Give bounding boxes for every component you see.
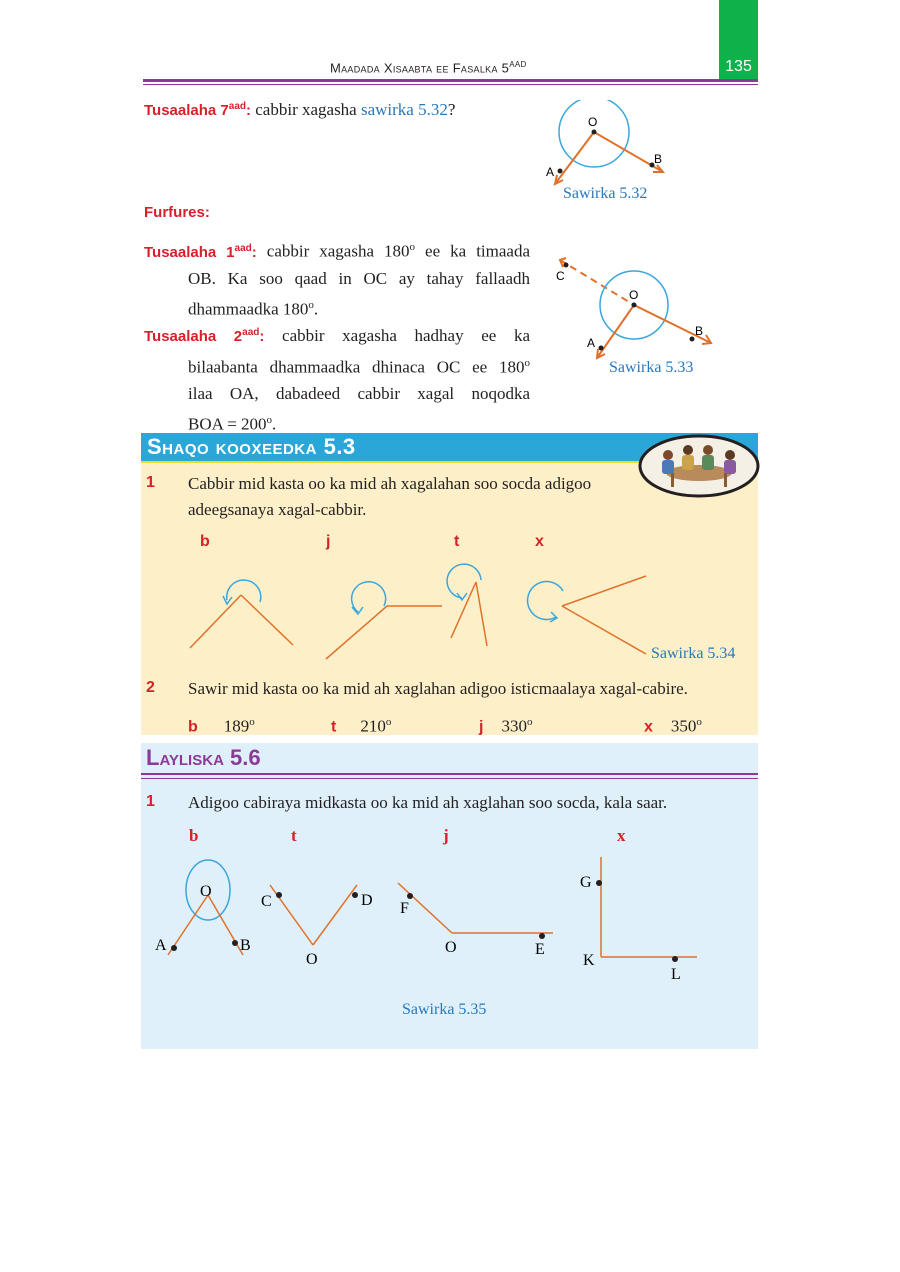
label-b: B (240, 937, 251, 954)
figure-5-34 (180, 560, 660, 670)
group-angle-t: t 210$^o$ (331, 716, 392, 736)
figure-caption-5-33: Sawirka 5.33 (609, 359, 694, 376)
group-q2-text: Sawir mid kasta oo ka mid ah xaglahan adigoo isticmaalaya xagal-cabire. (188, 679, 688, 698)
exercise-rule (141, 773, 758, 775)
angle-b (190, 580, 293, 648)
label-f: F (400, 900, 409, 917)
figure-caption-5-34: Sawirka 5.34 (651, 645, 736, 662)
group-q1-text: Cabbir mid kasta oo ka mid ah xagalahan soo socda adigoo adeegsanaya xagal-cabbir. (188, 474, 592, 519)
label-a: A (155, 937, 167, 954)
figure-reference-link[interactable]: sawirka 5.32 (360, 100, 448, 119)
exercise-letter-b: b (189, 826, 199, 845)
ray-oa (597, 305, 634, 358)
figure-caption-5-32: Sawirka 5.32 (563, 185, 648, 202)
exercise-letter-t: t (291, 826, 297, 845)
label-l: L (671, 966, 681, 983)
angle-j (326, 582, 442, 659)
point-o (632, 303, 637, 308)
label-c: C (556, 269, 565, 283)
label-o: O (588, 115, 598, 129)
label-a: A (546, 165, 555, 179)
angle-aob (155, 860, 251, 955)
angle-gkl (580, 857, 697, 983)
group-letter-x: x (535, 533, 544, 550)
label-o: O (306, 951, 318, 968)
figure-5-33 (550, 255, 720, 365)
example-question: Tusaalaha $7^{aad}$: cabbir xagasha sawirka 5.32? (144, 100, 456, 119)
exercise-title: Layliska 5.6 (146, 745, 261, 770)
point-a (558, 169, 563, 174)
label-g: G (580, 874, 592, 891)
label-e: E (535, 941, 545, 958)
header-rule-thin (143, 84, 758, 85)
group-q1-number: 1 (146, 474, 155, 491)
group-angle-x: x 350$^o$ (644, 716, 702, 736)
point-b (690, 337, 695, 342)
label-k: K (583, 952, 595, 969)
point-o (592, 130, 597, 135)
solution-item-1: Tusaalaha $1^{aad}$: cabbir xagasha 180$^o$ ee ka timaada OB. Ka soo qaad in OC ay tahay fallaadh dhammaadka 180$^o$. (144, 241, 530, 319)
label-a: A (587, 336, 596, 350)
group-work-illustration (638, 433, 762, 499)
exercise-rule-thin (141, 778, 758, 779)
angle-x (528, 576, 646, 654)
label-b: B (695, 324, 704, 338)
exercise-q1-text: Adigoo cabiraya midkasta oo ka mid ah xaglahan soo socda, kala saar. (188, 793, 668, 812)
label-o: O (200, 883, 212, 900)
angle-t (447, 564, 487, 646)
label-o: O (629, 288, 639, 302)
group-work-title: Shaqo kooxeedka 5.3 (147, 434, 356, 459)
exercise-q1-number: 1 (146, 793, 155, 810)
group-angle-j: j 330$^o$ (479, 716, 533, 736)
ray-oc-dashed (560, 260, 634, 305)
group-letter-t: t (454, 533, 460, 550)
group-q2-number: 2 (146, 679, 155, 696)
group-letter-b: b (200, 533, 210, 550)
label-b: B (654, 152, 663, 166)
exercise-letter-j: j (443, 826, 449, 845)
figure-5-35 (150, 850, 710, 990)
label-c: C (261, 893, 272, 910)
running-head: Maadada Xisaabta ee Fasalka $5^{AAD}$ (330, 60, 527, 76)
point-c (564, 263, 569, 268)
point-a (599, 346, 604, 351)
label-o: O (445, 939, 457, 956)
exercise-letter-x: x (617, 826, 626, 845)
angle-foe (398, 883, 553, 958)
page-number: 135 (725, 58, 752, 75)
figure-caption-5-35: Sawirka 5.35 (402, 1001, 487, 1018)
header-rule (143, 79, 758, 82)
label-d: D (361, 892, 373, 909)
example-label: Tusaalaha $7^{aad}$: (144, 101, 251, 119)
group-letter-j: j (326, 533, 331, 550)
ray-oa (555, 132, 594, 184)
solution-item-2: Tusaalaha $2^{aad}$: cabbir xagasha hadhay ee ka bilaabanta dhammaadka dhinaca OC ee 180$^o$ ilaa OA, dabadeed cabbir xagal noqodka BOA = $200^o$. (144, 326, 530, 434)
solution-title: Furfures: (144, 204, 210, 221)
angle-cod (261, 885, 373, 968)
group-angle-b: b 189$^o$ (188, 716, 255, 736)
